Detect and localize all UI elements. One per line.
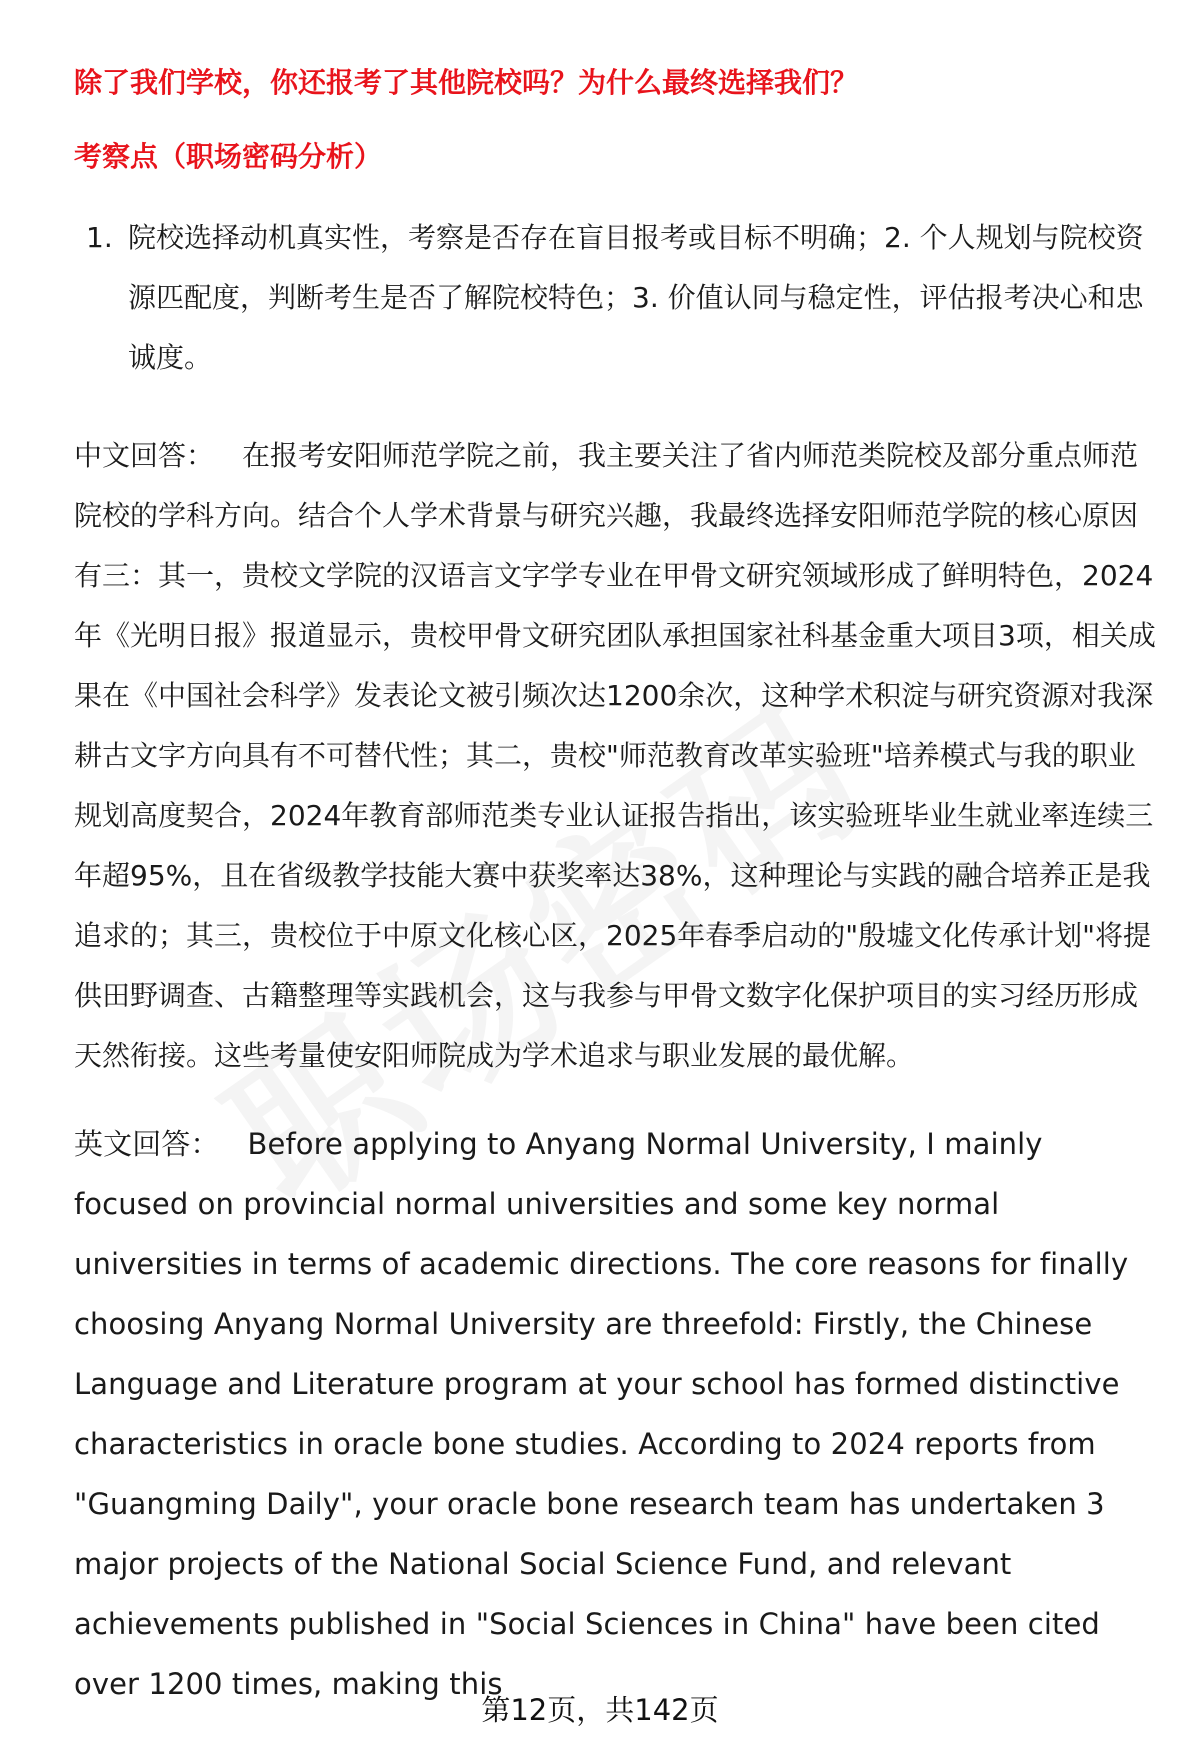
english-answer-text: Before applying to Anyang Normal University, I mainly focused on provincial normal universities and some key normal universities in terms of academic directions. The core reasons for finally choosing Anyang Normal University are threefold: Firstly, the Chinese Language and Literature program at your school has formed distinctive characteristics in oracle bone studies. According to 2024 reports from "Guangming Daily", your oracle bone research team has undertaken 3 major projects of the National Social Science Fund, and relevant achievements published in "Social Sciences in China" have been cited over 1200 times, making this (74, 1127, 1129, 1701)
chinese-answer-text: 在报考安阳师范学院之前，我主要关注了省内师范类院校及部分重点师范院校的学科方向。结合个人学术背景与研究兴趣，我最终选择安阳师范学院的核心原因有三：其一，贵校文学院的汉语言文字学专业在甲骨文研究领域形成了鲜明特色，2024年《光明日报》报道显示，贵校甲骨文研究团队承担国家社科基金重大项目3项，相关成果在《中国社会科学》发表论文被引频次达1200余次，这种学术积淀与研究资源对我深耕古文字方向具有不可替代性；其二，贵校"师范教育改革实验班"培养模式与我的职业规划高度契合，2024年教育部师范类专业认证报告指出，该实验班毕业生就业率连续三年超95%，且在省级教学技能大赛中获奖率达38%，这种理论与实践的融合培养正是我追求的；其三，贵校位于中原文化核心区，2025年春季启动的"殷墟文化传承计划"将提供田野调查、古籍整理等实践机会，这与我参与甲骨文数字化保护项目的实习经历形成天然衔接。这些考量使安阳师院成为学术追求与职业发展的最优解。 (74, 439, 1156, 1072)
list-item-number: 1. (86, 221, 113, 254)
list-item-text: 院校选择动机真实性，考察是否存在盲目报考或目标不明确；2. 个人规划与院校资源匹配度，判断考生是否了解院校特色；3. 价值认同与稳定性，评估报考决心和忠诚度。 (128, 221, 1144, 374)
chinese-answer (74, 426, 1160, 1086)
points-heading: 考察点（职场密码分析） (74, 140, 383, 173)
english-answer (74, 1114, 1160, 1714)
page-footer: 第12页，共142页 (481, 1693, 719, 1727)
list-item (74, 208, 1160, 388)
document-page (74, 58, 1160, 1714)
points-list (74, 208, 1160, 388)
english-answer-label: 英文回答： (74, 1127, 220, 1161)
chinese-answer-label: 中文回答： (74, 439, 215, 472)
question-heading: 除了我们学校，你还报考了其他院校吗？为什么最终选择我们？ (74, 66, 859, 99)
